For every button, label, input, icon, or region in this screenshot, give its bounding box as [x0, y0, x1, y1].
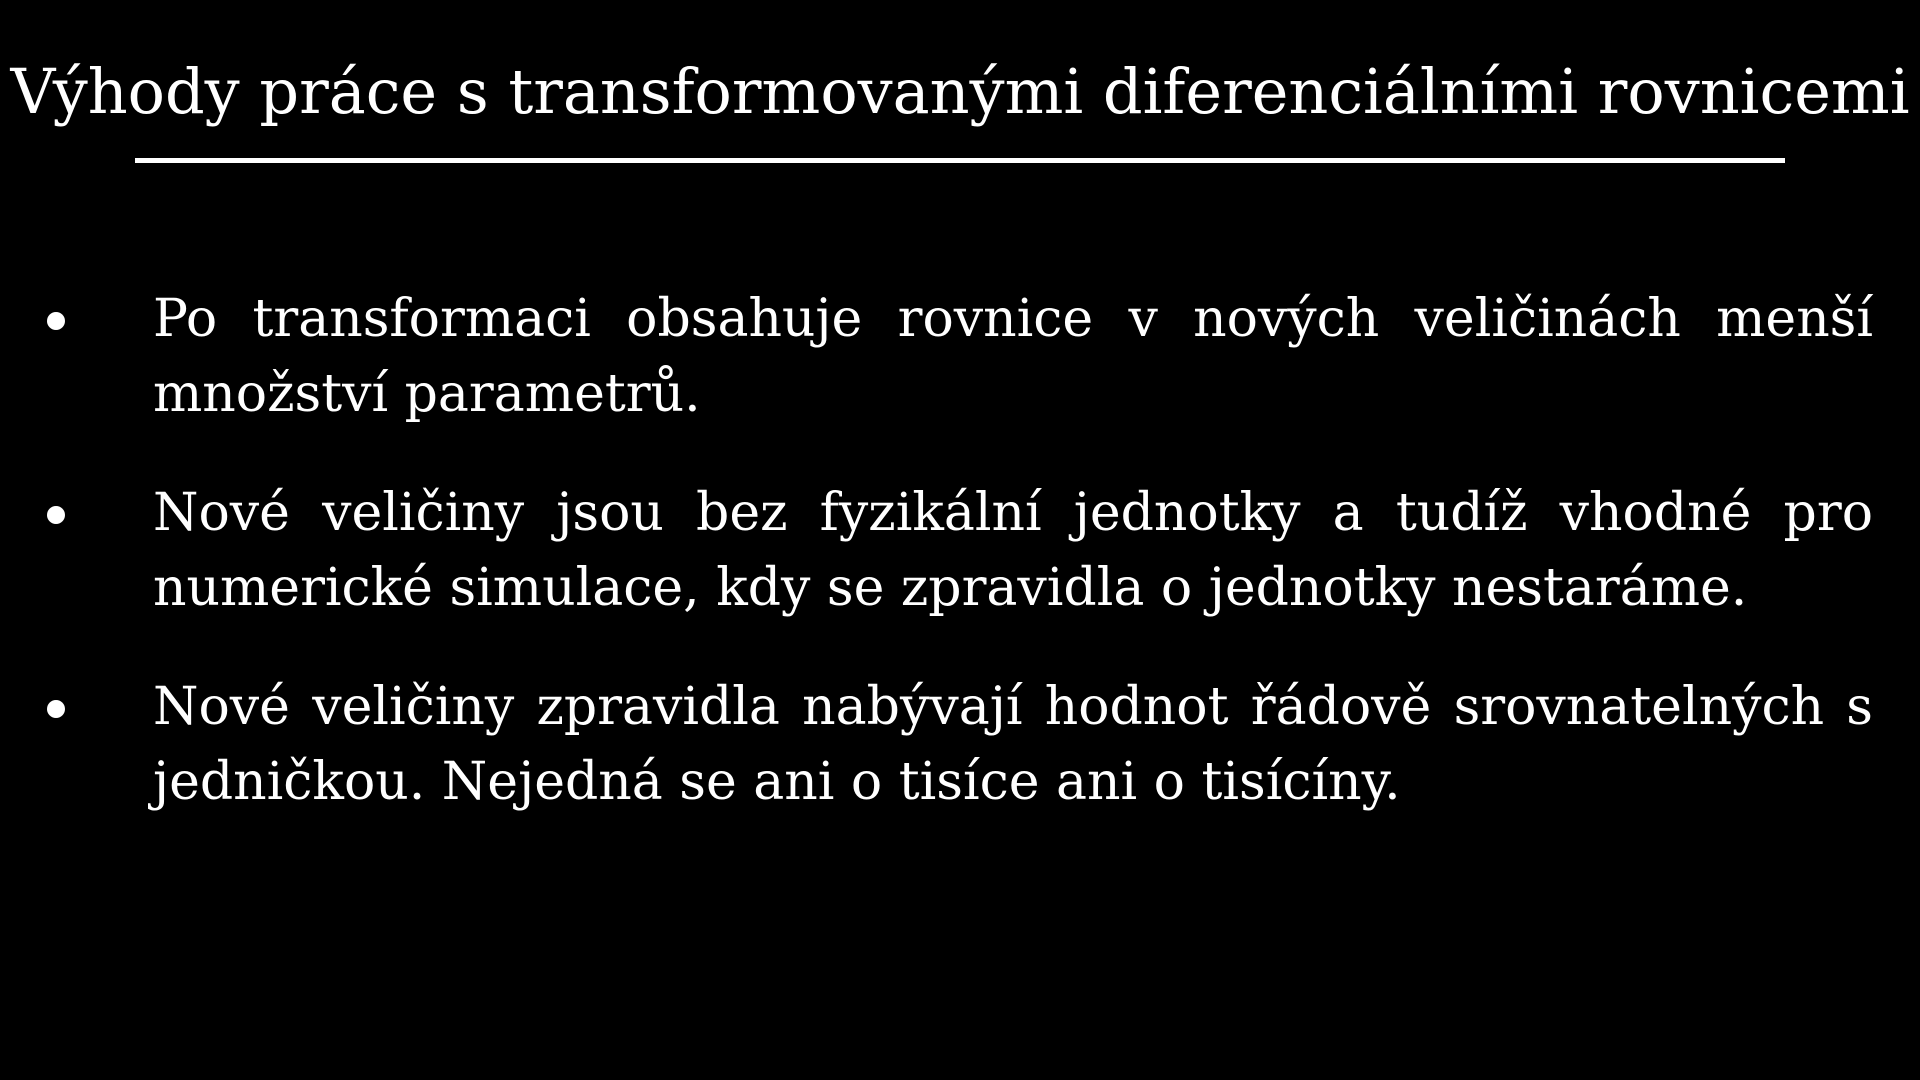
- bullet-text: Nové veličiny jsou bez fyzikální jednotky a tudíž vhodné pro numerické simulace, kdy se zpravidla o jednotky nestaráme.: [153, 483, 1873, 618]
- bullet-dot-icon: [47, 506, 65, 524]
- bullet-list: [0, 282, 1920, 864]
- title-underline: [135, 158, 1785, 163]
- bullet-item-3: [0, 670, 1920, 820]
- bullet-text: Nové veličiny zpravidla nabývají hodnot řádově srovnatelných s jedničkou. Nejedná se ani o tisíce ani o tisícíny.: [153, 677, 1873, 812]
- bullet-item-2: [0, 476, 1920, 626]
- bullet-dot-icon: [47, 700, 65, 718]
- bullet-text: Po transformaci obsahuje rovnice v nových veličinách menší množství parametrů.: [153, 289, 1873, 424]
- bullet-item-1: [0, 282, 1920, 432]
- slide-title: Výhody práce s transformovanými diferenciálními rovnicemi: [10, 55, 1910, 128]
- bullet-dot-icon: [47, 312, 65, 330]
